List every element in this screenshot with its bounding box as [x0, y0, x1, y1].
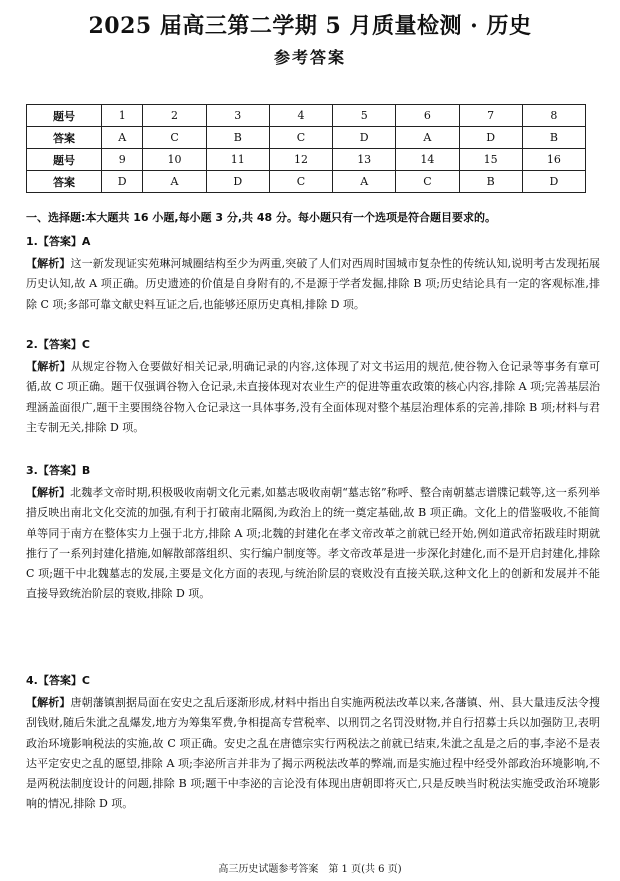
answer-cell: A [396, 127, 459, 149]
question-number-cell: 6 [396, 105, 459, 127]
question-number-cell: 3 [206, 105, 269, 127]
answer-table-number-row [27, 105, 586, 127]
question-3-answer: 3.【答案】B [26, 464, 91, 477]
question-number-cell: 8 [522, 105, 585, 127]
question-1-analysis: 【解析】这一新发现证实苑琳河城圈结构至少为两重,突破了人们对西周时国城市复杂性的传统认知,说明考古发现拓展历史认知,故 A 项正确。历史遗迹的价值是自身附有的,不是源于学者发掘,排除 B 项;历史结论具有一定的客观标准,排除 C 项;多部可靠文献史料互证之后,也能够还原历史真相,排除 D 项。 [26, 257, 600, 311]
question-number-cell: 11 [206, 149, 269, 171]
question-number-cell: 4 [269, 105, 332, 127]
question-number-cell: 10 [143, 149, 206, 171]
answer-cell: A [333, 171, 396, 193]
answer-cell: D [206, 171, 269, 193]
question-number-cell: 16 [522, 149, 585, 171]
question-number-cell: 5 [333, 105, 396, 127]
answer-cell: D [102, 171, 143, 193]
answer-cell: A [102, 127, 143, 149]
question-number-cell: 9 [102, 149, 143, 171]
question-3-analysis: 【解析】北魏孝文帝时期,积极吸收南朝文化元素,如墓志吸收南朝“墓志铭”称呼、整合南朝墓志谱牒记载等,这一系列举措反映出南北文化交流的加强,有利于打破南北隔阂,为政治上的统一奠定基础,故 B 项正确。文化上的借鉴吸收,不能简单等同于南方在整体实力上强于北方,排除 A 项;北魏的封建化在孝文帝改革之前就已经开始,例如道武帝拓跋珪时期就推行了一系列封建化措施,如解散部落组织、实行编户制度等。孝文帝改革是进一步深化封建化,而不是开启封建化,排除 C 项;题干中北魏墓志的发展,主要是文化方面的表现,与统治阶层的衰败没有直接关联,这种文化上的创新和发展并不能直接导致统治阶层的衰败,排除 D 项。 [26, 486, 601, 601]
answer-cell: D [522, 171, 585, 193]
question-4-analysis: 【解析】唐朝藩镇割据局面在安史之乱后逐渐形成,材料中指出自实施两税法改革以来,各藩镇、州、县大量违反法令搜刮钱财,随后朱泚之乱爆发,地方为筹集军费,争相提高专营税率、以刑罚之名罚没财物,并自行招募士兵以加强防卫,表明政治环境影响税法的实施,故 C 项正确。安史之乱在唐德宗实行两税法之前就已结束,朱泚之乱是之后的事,李泌不是表达平定安史之乱的愿望,排除 A 项;李泌所言并非为了揭示两税法改革的弊端,而是实施过程中经受外部政治环境影响,不是两税法制度设计的问题,排除 B 项;题干中李泌的言论没有体现出唐朝即将灭亡,只是反映当时税法实施受政治环境影响的情况,排除 D 项。 [26, 696, 600, 811]
page-subtitle: 参考答案 [273, 48, 346, 67]
answer-cell: B [459, 171, 522, 193]
question-2-answer: 2.【答案】C [26, 338, 90, 351]
question-number-cell: 1 [102, 105, 143, 127]
page-footer: 高三历史试题参考答案 第 1 页(共 6 页) [218, 864, 402, 875]
row-label-answer: 答案 [27, 127, 102, 149]
row-label-number: 题号 [27, 105, 102, 127]
answer-table [26, 104, 586, 193]
question-number-cell: 14 [396, 149, 459, 171]
answer-cell: C [269, 171, 332, 193]
question-number-cell: 12 [269, 149, 332, 171]
page-title: 2025 届高三第二学期 5 月质量检测 · 历史 [88, 13, 532, 39]
answer-cell: C [269, 127, 332, 149]
answer-cell: A [143, 171, 206, 193]
question-number-cell: 2 [143, 105, 206, 127]
section-heading: 一、选择题:本大题共 16 小题,每小题 3 分,共 48 分。每小题只有一个选项是符合题目要求的。 [26, 211, 497, 224]
question-number-cell: 13 [333, 149, 396, 171]
answer-cell: D [459, 127, 522, 149]
answer-table-answer-row [27, 127, 586, 149]
answer-table-answer-row [27, 171, 586, 193]
answer-cell: C [143, 127, 206, 149]
question-number-cell: 7 [459, 105, 522, 127]
question-number-cell: 15 [459, 149, 522, 171]
answer-cell: D [333, 127, 396, 149]
answer-table-number-row [27, 149, 586, 171]
row-label-answer: 答案 [27, 171, 102, 193]
row-label-number: 题号 [27, 149, 102, 171]
question-1-answer: 1.【答案】A [26, 235, 91, 248]
answer-cell: C [396, 171, 459, 193]
answer-cell: B [522, 127, 585, 149]
question-4-answer: 4.【答案】C [26, 674, 90, 687]
question-2-analysis: 【解析】从规定谷物入仓要做好相关记录,明确记录的内容,这体现了对文书运用的规范,使谷物入仓记录等事务有章可循,故 C 项正确。题干仅强调谷物入仓记录,未直接体现对农业生产的促进等重农政策的核心内容,排除 A 项;完善基层治理涵盖面很广,题干主要围绕谷物入仓记录这一具体事务,没有全面体现对整个基层治理体系的完善,排除 B 项;材料与君主专制无关,排除 D 项。 [26, 360, 600, 434]
answer-cell: B [206, 127, 269, 149]
